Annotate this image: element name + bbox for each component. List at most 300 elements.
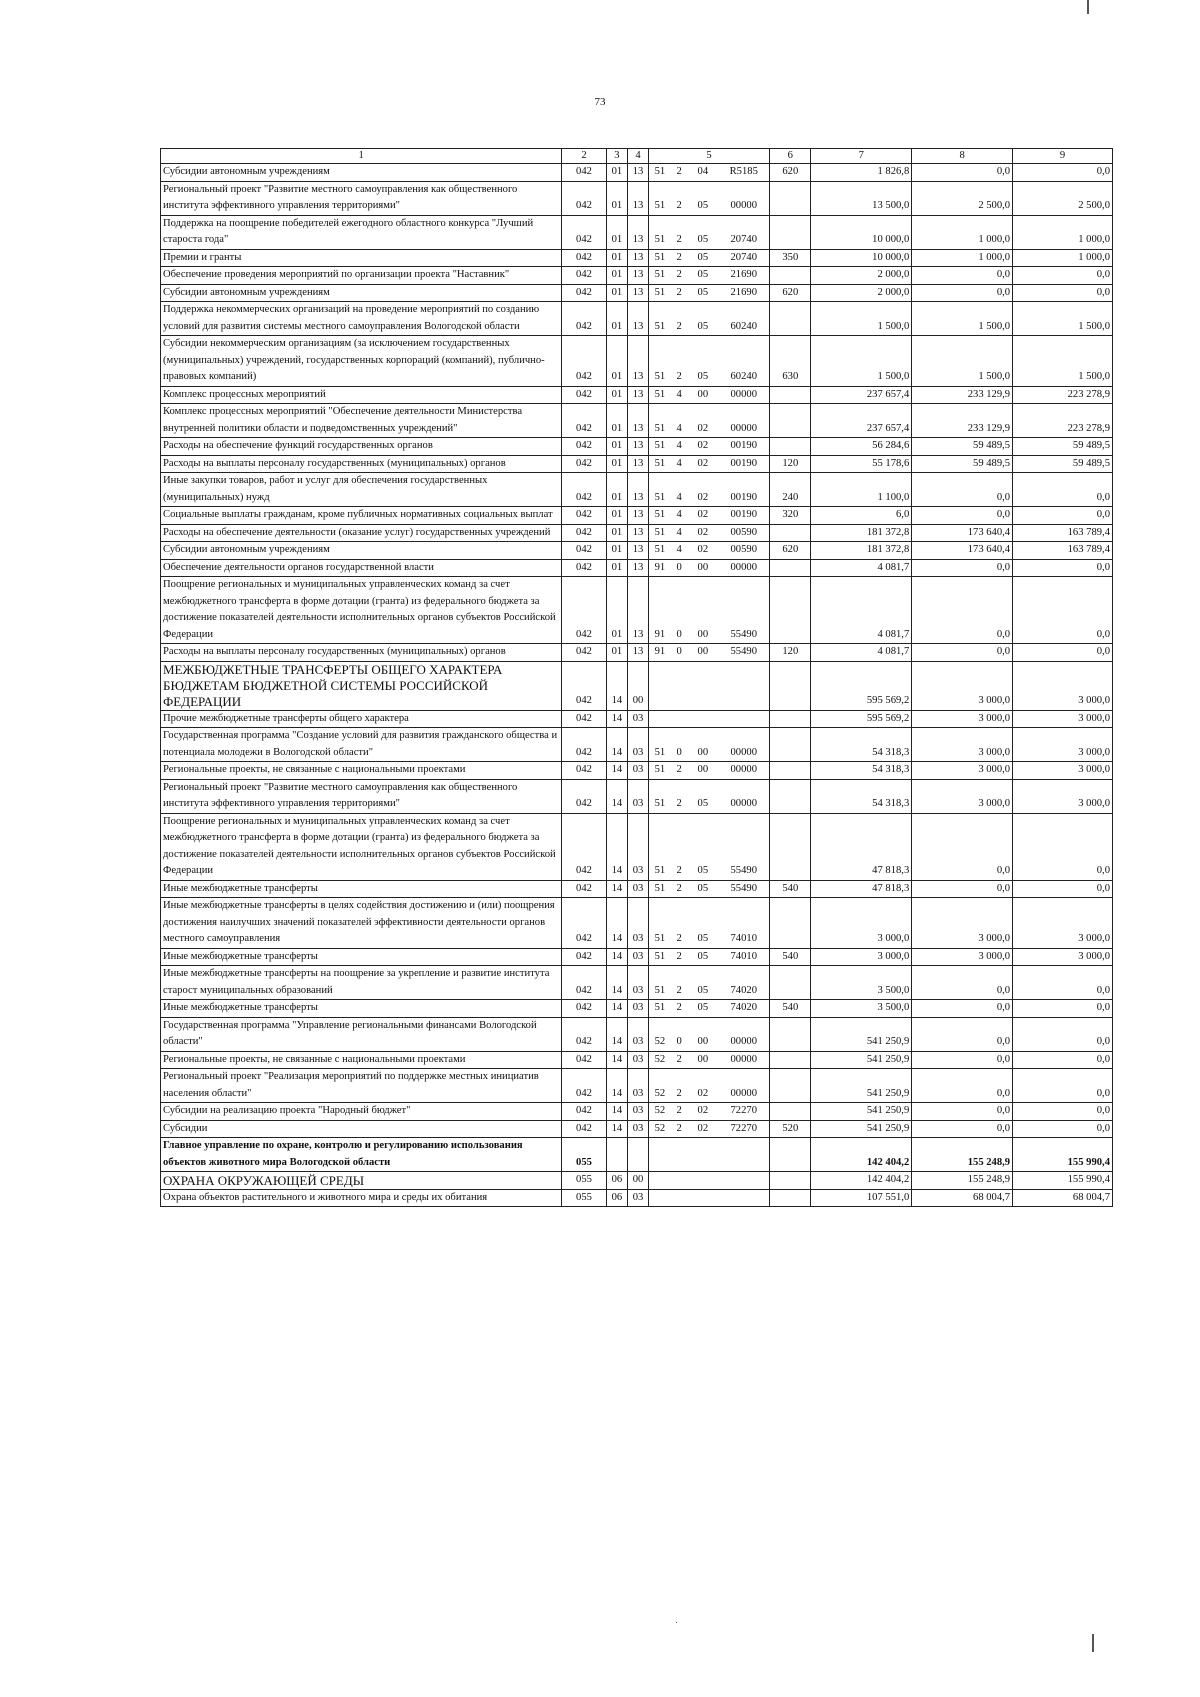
col5-program: 51: [648, 336, 671, 387]
table-row: [161, 267, 1113, 285]
col7-amount: 4 081,7: [811, 644, 912, 662]
col2-code: 042: [562, 661, 606, 710]
col5-element: 05: [687, 966, 718, 1000]
col4-subsection: 13: [628, 542, 649, 560]
col3-section: 14: [606, 948, 628, 966]
row-name: Охрана объектов растительного и животного мира и среды их обитания: [161, 1189, 562, 1207]
col7-amount: 47 818,3: [811, 813, 912, 880]
col5-program: 51: [648, 249, 671, 267]
row-name: Расходы на выплаты персоналу государственных (муниципальных) органов: [161, 455, 562, 473]
col5-direction: 00000: [718, 559, 770, 577]
col5-subprogram: 2: [671, 779, 687, 813]
col7-amount: 10 000,0: [811, 249, 912, 267]
col5-element: 02: [687, 507, 718, 525]
col6-expense-type: [770, 966, 811, 1000]
col8-amount: 0,0: [912, 559, 1013, 577]
col3-section: 14: [606, 1017, 628, 1051]
col5-program: 51: [648, 762, 671, 780]
table-row: [161, 661, 1113, 710]
col2-code: 042: [562, 1000, 606, 1018]
col7-amount: 56 284,6: [811, 438, 912, 456]
col5-subprogram: 2: [671, 1103, 687, 1121]
col5-subprogram: 2: [671, 762, 687, 780]
col5-direction: 00590: [718, 524, 770, 542]
col2-code: 055: [562, 1138, 606, 1172]
table-row: [161, 898, 1113, 949]
col5-program: 52: [648, 1017, 671, 1051]
col5-subprogram: 2: [671, 1000, 687, 1018]
col5-program: 51: [648, 728, 671, 762]
col5-program: 51: [648, 181, 671, 215]
col9-amount: 0,0: [1013, 267, 1113, 285]
col8-amount: 233 129,9: [912, 386, 1013, 404]
col3-section: 01: [606, 438, 628, 456]
col5-element: 05: [687, 898, 718, 949]
col6-expense-type: [770, 267, 811, 285]
col9-amount: 0,0: [1013, 559, 1113, 577]
col3-section: 14: [606, 728, 628, 762]
col2-code: 042: [562, 559, 606, 577]
col9-amount: 0,0: [1013, 473, 1113, 507]
row-name: Поощрение региональных и муниципальных управленческих команд за счет межбюджетного трансферта в форме дотации (гранта) из федерального бюджета за достижение показателей деятельности исполнительных органов субъектов Российской Федерации: [161, 577, 562, 644]
col6-expense-type: 620: [770, 164, 811, 182]
col8-amount: 173 640,4: [912, 524, 1013, 542]
col5-program: 51: [648, 215, 671, 249]
col5-subprogram: 2: [671, 181, 687, 215]
col9-amount: 0,0: [1013, 1103, 1113, 1121]
col5-direction: R5185: [718, 164, 770, 182]
col8-amount: 0,0: [912, 1103, 1013, 1121]
col9-amount: 155 990,4: [1013, 1138, 1113, 1172]
col8-amount: 2 500,0: [912, 181, 1013, 215]
col8-amount: 1 500,0: [912, 336, 1013, 387]
col5-program: 52: [648, 1051, 671, 1069]
col4-subsection: 03: [628, 762, 649, 780]
col8-amount: 0,0: [912, 164, 1013, 182]
col5-subprogram: 2: [671, 249, 687, 267]
col5-element: 05: [687, 284, 718, 302]
col3-section: 01: [606, 336, 628, 387]
col3-section: 01: [606, 284, 628, 302]
col6-expense-type: 620: [770, 284, 811, 302]
table-row: [161, 284, 1113, 302]
col8-amount: 0,0: [912, 1017, 1013, 1051]
row-name: Субсидии автономным учреждениям: [161, 284, 562, 302]
col9-amount: 0,0: [1013, 507, 1113, 525]
col4-subsection: 13: [628, 267, 649, 285]
table-row: [161, 762, 1113, 780]
col5-element: 02: [687, 473, 718, 507]
col7-amount: 142 404,2: [811, 1138, 912, 1172]
row-name: Региональный проект "Реализация мероприятий по поддержке местных инициатив населения области": [161, 1069, 562, 1103]
col5-subprogram: 0: [671, 559, 687, 577]
col5-direction: 00190: [718, 507, 770, 525]
row-name: Расходы на обеспечение функций государственных органов: [161, 438, 562, 456]
table-row: [161, 948, 1113, 966]
row-name: Иные закупки товаров, работ и услуг для обеспечения государственных (муниципальных) нужд: [161, 473, 562, 507]
col6-expense-type: 320: [770, 507, 811, 525]
row-name: Комплекс процессных мероприятий "Обеспечение деятельности Министерства внутренней политики области и подведомственных учреждений": [161, 404, 562, 438]
row-name: Поддержка на поощрение победителей ежегодного областного конкурса "Лучший староста года": [161, 215, 562, 249]
col7-amount: 1 500,0: [811, 336, 912, 387]
col5-subprogram: 2: [671, 1120, 687, 1138]
col8-amount: 0,0: [912, 507, 1013, 525]
col7-amount: 13 500,0: [811, 181, 912, 215]
col8-amount: 1 000,0: [912, 249, 1013, 267]
col5-program: 52: [648, 1120, 671, 1138]
col5-direction: 74020: [718, 1000, 770, 1018]
col5-program: 51: [648, 779, 671, 813]
col8-amount: 155 248,9: [912, 1172, 1013, 1190]
table-row: [161, 1189, 1113, 1207]
row-name: МЕЖБЮДЖЕТНЫЕ ТРАНСФЕРТЫ ОБЩЕГО ХАРАКТЕРА БЮДЖЕТАМ БЮДЖЕТНОЙ СИСТЕМЫ РОССИЙСКОЙ ФЕДЕРАЦИИ: [161, 661, 562, 710]
scan-mark: [1092, 1634, 1094, 1652]
table-row: [161, 542, 1113, 560]
col-header-1: 1: [161, 149, 562, 164]
col5-subprogram: 2: [671, 164, 687, 182]
col5-program: [648, 1189, 671, 1207]
col7-amount: 237 657,4: [811, 386, 912, 404]
col3-section: 14: [606, 966, 628, 1000]
col2-code: 042: [562, 267, 606, 285]
col9-amount: 0,0: [1013, 644, 1113, 662]
row-name: Главное управление по охране, контролю и регулированию использования объектов животного мира Вологодской области: [161, 1138, 562, 1172]
col3-section: 14: [606, 1051, 628, 1069]
col9-amount: 1 000,0: [1013, 249, 1113, 267]
col3-section: 14: [606, 1069, 628, 1103]
col8-amount: 68 004,7: [912, 1189, 1013, 1207]
col5-subprogram: 2: [671, 284, 687, 302]
col6-expense-type: 540: [770, 880, 811, 898]
col3-section: 01: [606, 507, 628, 525]
col5-program: 51: [648, 1000, 671, 1018]
col2-code: 055: [562, 1172, 606, 1190]
col6-expense-type: [770, 181, 811, 215]
col5-program: 51: [648, 302, 671, 336]
col4-subsection: 03: [628, 1120, 649, 1138]
col5-direction: 00000: [718, 762, 770, 780]
col6-expense-type: [770, 1103, 811, 1121]
col5-direction: 55490: [718, 644, 770, 662]
table-row: [161, 813, 1113, 880]
col3-section: 14: [606, 661, 628, 710]
col5-subprogram: 4: [671, 404, 687, 438]
col5-element: 00: [687, 559, 718, 577]
col4-subsection: 13: [628, 249, 649, 267]
col5-element: 05: [687, 1000, 718, 1018]
row-name: Расходы на выплаты персоналу государственных (муниципальных) органов: [161, 644, 562, 662]
col5-subprogram: 4: [671, 455, 687, 473]
col5-subprogram: 4: [671, 473, 687, 507]
col5-subprogram: 4: [671, 438, 687, 456]
col5-subprogram: 2: [671, 215, 687, 249]
col9-amount: 223 278,9: [1013, 404, 1113, 438]
col3-section: 01: [606, 644, 628, 662]
col5-direction: [718, 1189, 770, 1207]
table-row: [161, 249, 1113, 267]
col5-direction: 55490: [718, 813, 770, 880]
col5-element: 00: [687, 577, 718, 644]
col7-amount: 3 000,0: [811, 948, 912, 966]
table-row: [161, 215, 1113, 249]
row-name: Субсидии на реализацию проекта "Народный бюджет": [161, 1103, 562, 1121]
table-body: [161, 164, 1113, 1207]
col7-amount: 541 250,9: [811, 1017, 912, 1051]
col5-element: 05: [687, 267, 718, 285]
col3-section: 01: [606, 181, 628, 215]
col5-direction: [718, 710, 770, 728]
col5-element: 02: [687, 1103, 718, 1121]
col7-amount: 541 250,9: [811, 1051, 912, 1069]
col5-direction: 72270: [718, 1103, 770, 1121]
col9-amount: 163 789,4: [1013, 542, 1113, 560]
row-name: Субсидии автономным учреждениям: [161, 542, 562, 560]
col2-code: 042: [562, 249, 606, 267]
col5-direction: 00000: [718, 1069, 770, 1103]
col4-subsection: 03: [628, 813, 649, 880]
col5-direction: [718, 1172, 770, 1190]
col5-program: 91: [648, 644, 671, 662]
col8-amount: 155 248,9: [912, 1138, 1013, 1172]
col5-direction: [718, 661, 770, 710]
col7-amount: 595 569,2: [811, 661, 912, 710]
col5-direction: 21690: [718, 284, 770, 302]
col4-subsection: 13: [628, 438, 649, 456]
table-row: [161, 336, 1113, 387]
col7-amount: 47 818,3: [811, 880, 912, 898]
col2-code: 042: [562, 880, 606, 898]
col8-amount: 0,0: [912, 1120, 1013, 1138]
col7-amount: 10 000,0: [811, 215, 912, 249]
col3-section: 01: [606, 404, 628, 438]
col8-amount: 0,0: [912, 267, 1013, 285]
row-name: Поддержка некоммерческих организаций на проведение мероприятий по созданию условий для развития системы местного самоуправления Вологодской области: [161, 302, 562, 336]
col5-program: 51: [648, 164, 671, 182]
col5-subprogram: 0: [671, 1017, 687, 1051]
header-row: [161, 149, 1113, 164]
col3-section: 01: [606, 577, 628, 644]
col9-amount: 59 489,5: [1013, 455, 1113, 473]
col8-amount: 3 000,0: [912, 728, 1013, 762]
col5-program: 51: [648, 267, 671, 285]
col6-expense-type: [770, 438, 811, 456]
col4-subsection: 03: [628, 948, 649, 966]
col2-code: 042: [562, 542, 606, 560]
col8-amount: 1 500,0: [912, 302, 1013, 336]
row-name: Субсидии: [161, 1120, 562, 1138]
col-header-2: 2: [562, 149, 606, 164]
col8-amount: 0,0: [912, 880, 1013, 898]
col8-amount: 0,0: [912, 966, 1013, 1000]
col6-expense-type: 120: [770, 644, 811, 662]
col5-subprogram: 2: [671, 336, 687, 387]
col5-element: 05: [687, 249, 718, 267]
col7-amount: 4 081,7: [811, 577, 912, 644]
col5-program: 51: [648, 966, 671, 1000]
col2-code: 042: [562, 473, 606, 507]
col5-program: 51: [648, 455, 671, 473]
col9-amount: 0,0: [1013, 1000, 1113, 1018]
col2-code: 042: [562, 898, 606, 949]
col7-amount: 1 826,8: [811, 164, 912, 182]
col5-program: 51: [648, 404, 671, 438]
col6-expense-type: 630: [770, 336, 811, 387]
col7-amount: 1 100,0: [811, 473, 912, 507]
col4-subsection: 13: [628, 524, 649, 542]
table-row: [161, 524, 1113, 542]
col5-element: 04: [687, 164, 718, 182]
col8-amount: 0,0: [912, 644, 1013, 662]
col7-amount: 107 551,0: [811, 1189, 912, 1207]
col9-amount: 2 500,0: [1013, 181, 1113, 215]
col5-element: 02: [687, 404, 718, 438]
col5-element: 00: [687, 1051, 718, 1069]
col4-subsection: 03: [628, 728, 649, 762]
col5-subprogram: 0: [671, 728, 687, 762]
col9-amount: 0,0: [1013, 1069, 1113, 1103]
col6-expense-type: 240: [770, 473, 811, 507]
col5-program: 51: [648, 386, 671, 404]
col4-subsection: 03: [628, 1051, 649, 1069]
col5-element: 00: [687, 728, 718, 762]
col5-program: 51: [648, 438, 671, 456]
col4-subsection: 03: [628, 1103, 649, 1121]
col5-subprogram: 2: [671, 898, 687, 949]
col6-expense-type: [770, 1069, 811, 1103]
col2-code: 042: [562, 710, 606, 728]
col9-amount: 3 000,0: [1013, 710, 1113, 728]
col3-section: 14: [606, 762, 628, 780]
col3-section: 14: [606, 710, 628, 728]
col9-amount: 3 000,0: [1013, 779, 1113, 813]
col5-direction: 00190: [718, 455, 770, 473]
col5-element: [687, 1172, 718, 1190]
col4-subsection: 13: [628, 302, 649, 336]
col2-code: 042: [562, 1069, 606, 1103]
col8-amount: 3 000,0: [912, 661, 1013, 710]
col4-subsection: [628, 1138, 649, 1172]
col5-element: 05: [687, 779, 718, 813]
table-row: [161, 302, 1113, 336]
col6-expense-type: [770, 404, 811, 438]
col9-amount: 59 489,5: [1013, 438, 1113, 456]
col8-amount: 1 000,0: [912, 215, 1013, 249]
col4-subsection: 13: [628, 215, 649, 249]
scan-mark: [1087, 0, 1089, 14]
col9-amount: 0,0: [1013, 966, 1113, 1000]
col8-amount: 0,0: [912, 1051, 1013, 1069]
col7-amount: 541 250,9: [811, 1069, 912, 1103]
col4-subsection: 03: [628, 1000, 649, 1018]
col7-amount: 54 318,3: [811, 779, 912, 813]
col-header-8: 8: [912, 149, 1013, 164]
scan-mark: [676, 1622, 677, 1623]
row-name: ОХРАНА ОКРУЖАЮЩЕЙ СРЕДЫ: [161, 1172, 562, 1190]
col3-section: 01: [606, 524, 628, 542]
col8-amount: 0,0: [912, 577, 1013, 644]
col3-section: 01: [606, 386, 628, 404]
col4-subsection: 00: [628, 1172, 649, 1190]
col6-expense-type: [770, 779, 811, 813]
col4-subsection: 13: [628, 559, 649, 577]
col-header-3: 3: [606, 149, 628, 164]
col3-section: 01: [606, 559, 628, 577]
col7-amount: 237 657,4: [811, 404, 912, 438]
col5-element: [687, 661, 718, 710]
row-name: Региональный проект "Развитие местного самоуправления как общественного института эффективного управления территориями": [161, 181, 562, 215]
col6-expense-type: 540: [770, 1000, 811, 1018]
col5-element: [687, 1189, 718, 1207]
col4-subsection: 03: [628, 880, 649, 898]
col5-direction: 55490: [718, 880, 770, 898]
col9-amount: 3 000,0: [1013, 728, 1113, 762]
col2-code: 042: [562, 966, 606, 1000]
col5-program: 51: [648, 948, 671, 966]
col9-amount: 1 500,0: [1013, 336, 1113, 387]
col5-direction: 72270: [718, 1120, 770, 1138]
col6-expense-type: [770, 302, 811, 336]
page-number: 73: [594, 96, 606, 108]
row-name: Иные межбюджетные трансферты: [161, 880, 562, 898]
col5-subprogram: 0: [671, 577, 687, 644]
col5-subprogram: 2: [671, 966, 687, 1000]
table-row: [161, 386, 1113, 404]
col9-amount: 0,0: [1013, 813, 1113, 880]
col5-direction: 20740: [718, 249, 770, 267]
col5-direction: 20740: [718, 215, 770, 249]
col5-subprogram: 2: [671, 1051, 687, 1069]
col3-section: 14: [606, 1120, 628, 1138]
col2-code: 042: [562, 813, 606, 880]
col5-element: 00: [687, 1017, 718, 1051]
row-name: Региональные проекты, не связанные с национальными проектами: [161, 762, 562, 780]
col7-amount: 54 318,3: [811, 762, 912, 780]
col5-direction: 74010: [718, 948, 770, 966]
table-row: [161, 1172, 1113, 1190]
row-name: Обеспечение проведения мероприятий по организации проекта "Наставник": [161, 267, 562, 285]
col9-amount: 223 278,9: [1013, 386, 1113, 404]
col9-amount: 0,0: [1013, 1017, 1113, 1051]
col6-expense-type: [770, 898, 811, 949]
col3-section: 14: [606, 779, 628, 813]
col8-amount: 3 000,0: [912, 710, 1013, 728]
col4-subsection: 03: [628, 779, 649, 813]
col5-direction: 21690: [718, 267, 770, 285]
col2-code: 042: [562, 779, 606, 813]
col5-element: 02: [687, 1120, 718, 1138]
col-header-5: 5: [648, 149, 769, 164]
col5-program: 51: [648, 473, 671, 507]
table-row: [161, 455, 1113, 473]
col5-element: 00: [687, 644, 718, 662]
col5-program: [648, 1138, 671, 1172]
table-row: [161, 1069, 1113, 1103]
table-row: [161, 507, 1113, 525]
col4-subsection: 13: [628, 164, 649, 182]
col5-element: 02: [687, 438, 718, 456]
col5-direction: 00590: [718, 542, 770, 560]
col5-element: 02: [687, 455, 718, 473]
col8-amount: 0,0: [912, 284, 1013, 302]
table-row: [161, 473, 1113, 507]
col3-section: 06: [606, 1189, 628, 1207]
col3-section: 14: [606, 898, 628, 949]
col3-section: 14: [606, 1000, 628, 1018]
col4-subsection: 13: [628, 404, 649, 438]
col5-element: [687, 1138, 718, 1172]
col3-section: 01: [606, 542, 628, 560]
col4-subsection: 00: [628, 661, 649, 710]
